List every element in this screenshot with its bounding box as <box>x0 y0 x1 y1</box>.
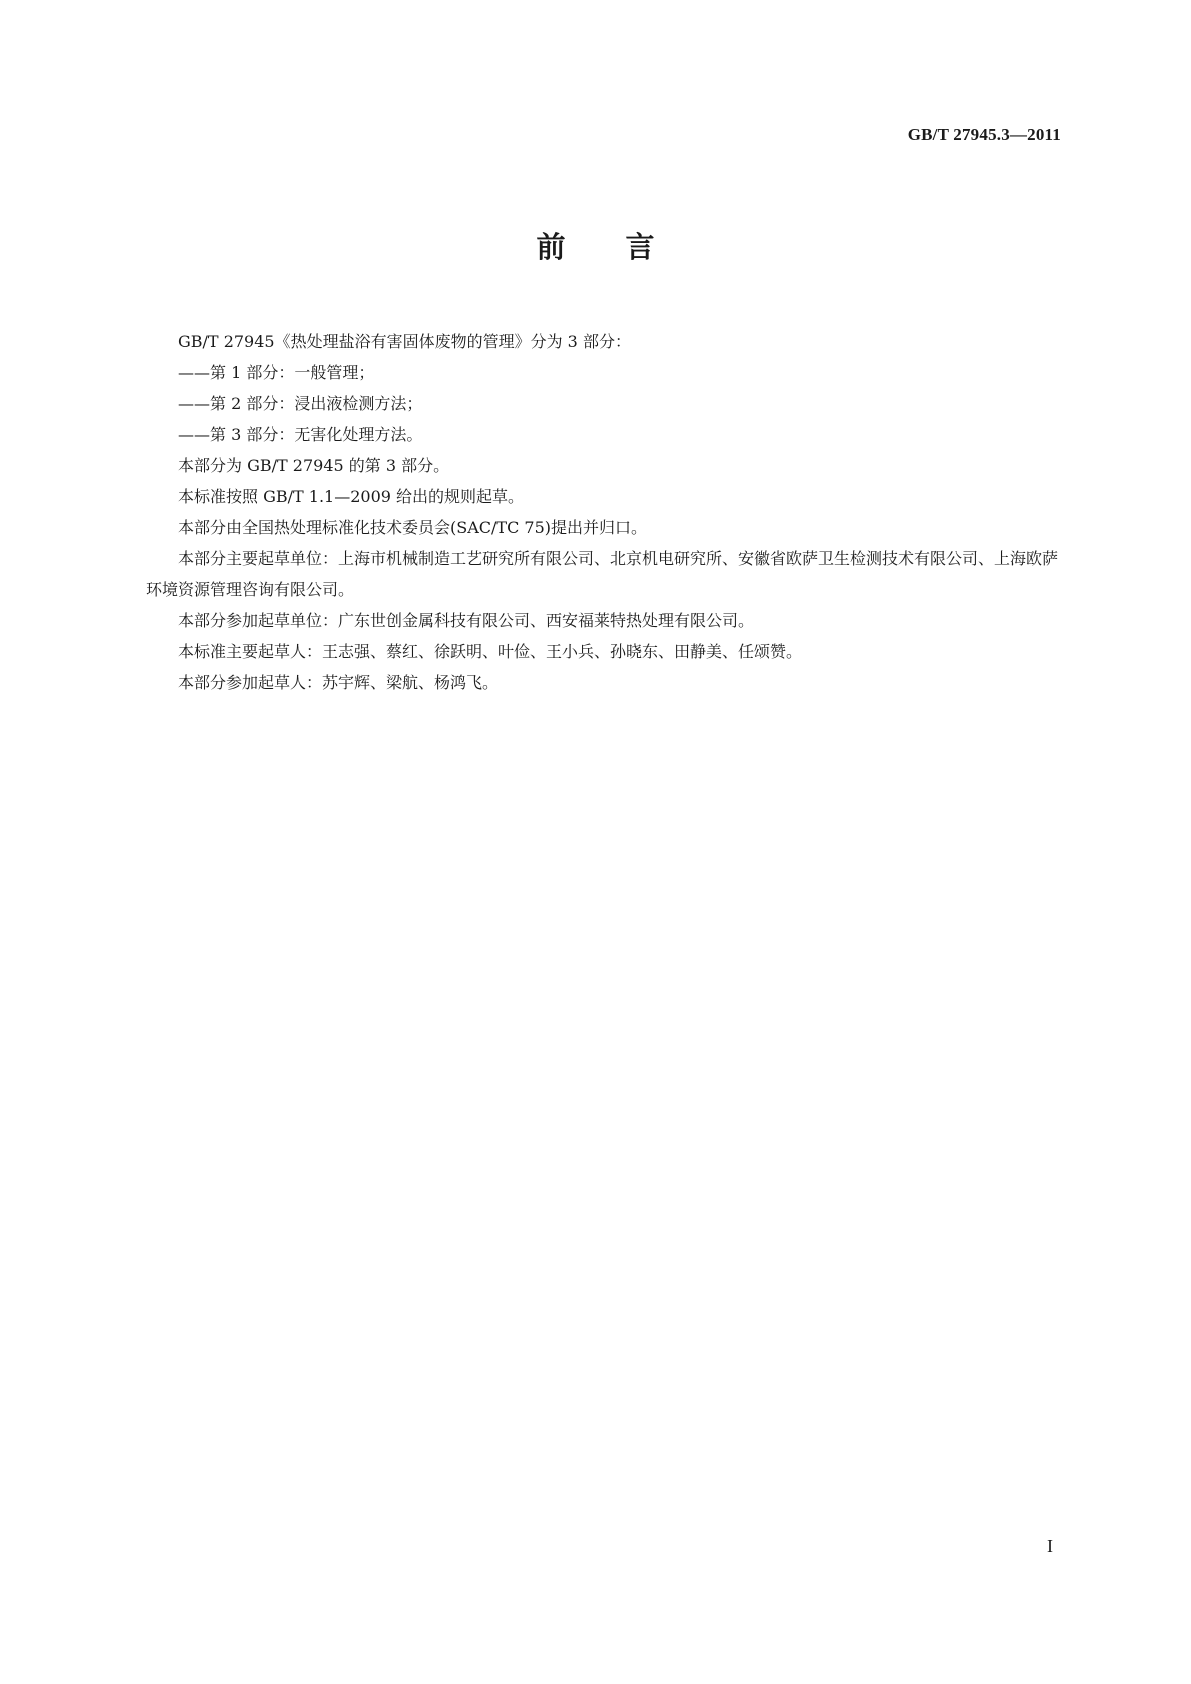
paragraph-committee: 本部分由全国热处理标准化技术委员会(SAC/TC 75)提出并归口。 <box>178 518 647 537</box>
paragraph-drafting-rules: 本标准按照 GB/T 1.1—2009 给出的规则起草。 <box>178 487 525 506</box>
paragraph-participating-units: 本部分参加起草单位：广东世创金属科技有限公司、西安福莱特热处理有限公司。 <box>178 611 755 630</box>
paragraph-part-2: ——第 2 部分：浸出液检测方法； <box>178 394 423 413</box>
paragraph-part-3: ——第 3 部分：无害化处理方法。 <box>178 425 423 444</box>
paragraph-part-1: ——第 1 部分：一般管理； <box>178 363 375 382</box>
paragraph-parts-intro: GB/T 27945《热处理盐浴有害固体废物的管理》分为 3 部分： <box>178 332 631 351</box>
foreword-body <box>146 326 1058 698</box>
paragraph-this-part: 本部分为 GB/T 27945 的第 3 部分。 <box>178 456 450 475</box>
paragraph-main-drafting-units: 本部分主要起草单位：上海市机械制造工艺研究所有限公司、北京机电研究所、安徽省欧萨卫生检测技术有限公司、上海欧萨环境资源管理咨询有限公司。 <box>146 549 1059 599</box>
paragraph-main-drafters: 本标准主要起草人：王志强、蔡红、徐跃明、叶俭、王小兵、孙晓东、田静美、任颂赞。 <box>178 642 803 661</box>
paragraph-participating-drafters: 本部分参加起草人：苏宇辉、梁航、杨鸿飞。 <box>178 673 499 692</box>
standard-code: GB/T 27945.3—2011 <box>907 125 1061 144</box>
page-number: I <box>1047 1536 1053 1556</box>
page-title: 前言 <box>536 230 715 264</box>
